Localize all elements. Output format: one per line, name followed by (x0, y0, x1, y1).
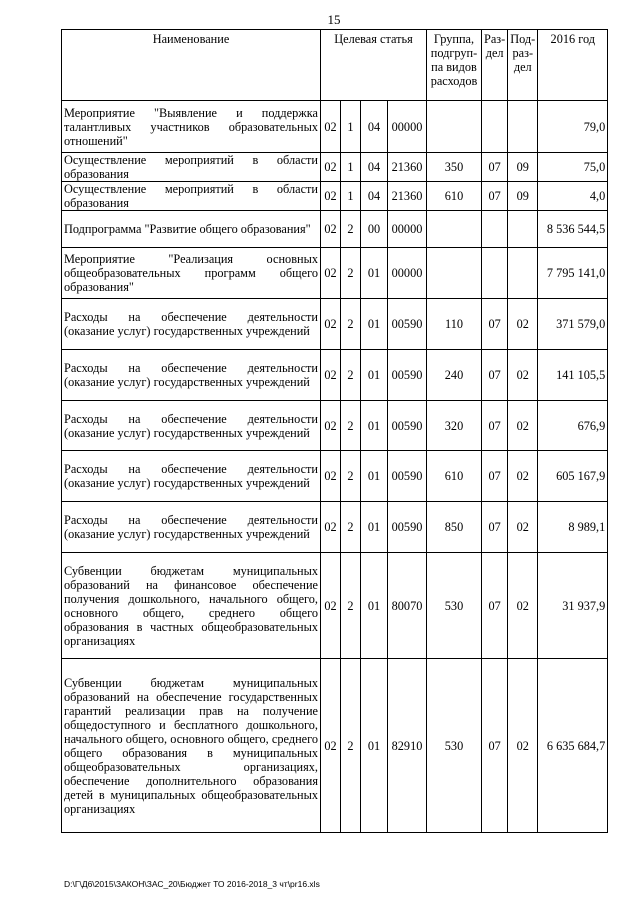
subsection-code (508, 211, 538, 248)
amount-2016: 676,9 (538, 401, 608, 451)
target-code-3: 01 (361, 401, 388, 451)
target-code-1: 02 (321, 101, 341, 153)
target-code-2: 2 (341, 502, 361, 553)
table-row (62, 182, 608, 211)
header-subsection: Под- раз- дел (508, 30, 538, 101)
amount-2016: 6 635 684,7 (538, 659, 608, 833)
target-code-4: 00590 (388, 502, 427, 553)
amount-2016: 8 989,1 (538, 502, 608, 553)
expense-group: 240 (427, 350, 482, 401)
table-row (62, 299, 608, 350)
section-code: 07 (482, 401, 508, 451)
target-code-1: 02 (321, 248, 341, 299)
expense-group: 110 (427, 299, 482, 350)
expense-group: 320 (427, 401, 482, 451)
target-code-3: 01 (361, 553, 388, 659)
subsection-code (508, 248, 538, 299)
target-code-1: 02 (321, 211, 341, 248)
table-row (62, 553, 608, 659)
target-code-1: 02 (321, 153, 341, 182)
expense-group: 850 (427, 502, 482, 553)
target-code-4: 00000 (388, 248, 427, 299)
row-name: Субвенции бюджетам муниципальных образований на обеспечение государственных гарантий реализации прав на получение общедоступного и бесплатного дошкольного, начального общего, основного общего, среднего общего образования в муниципальных общеобразовательных организациях, обеспечение дополнительного образования детей в муниципальных общеобразовательных организациях (62, 659, 321, 833)
header-row (62, 30, 608, 101)
amount-2016: 75,0 (538, 153, 608, 182)
target-code-2: 2 (341, 350, 361, 401)
amount-2016: 371 579,0 (538, 299, 608, 350)
header-year: 2016 год (538, 30, 608, 101)
table-row (62, 350, 608, 401)
subsection-code: 02 (508, 451, 538, 502)
target-code-2: 2 (341, 211, 361, 248)
target-code-1: 02 (321, 553, 341, 659)
target-code-1: 02 (321, 182, 341, 211)
header-name: Наименование (62, 30, 321, 101)
amount-2016: 141 105,5 (538, 350, 608, 401)
subsection-code: 09 (508, 153, 538, 182)
expense-group: 530 (427, 659, 482, 833)
target-code-1: 02 (321, 659, 341, 833)
subsection-code: 02 (508, 401, 538, 451)
target-code-4: 21360 (388, 182, 427, 211)
target-code-4: 00590 (388, 451, 427, 502)
target-code-4: 21360 (388, 153, 427, 182)
target-code-3: 01 (361, 502, 388, 553)
target-code-1: 02 (321, 299, 341, 350)
row-name: Субвенции бюджетам муниципальных образований на финансовое обеспечение получения дошкольного, начального общего, основного общего, среднего общего образования в частных общеобразовательных организациях (62, 553, 321, 659)
row-name: Расходы на обеспечение деятельности (оказание услуг) государственных учреждений (62, 350, 321, 401)
row-name: Мероприятие "Реализация основных общеобразовательных программ общего образования" (62, 248, 321, 299)
budget-table (61, 29, 608, 833)
subsection-code: 02 (508, 299, 538, 350)
page-number: 15 (327, 12, 341, 27)
subsection-code: 09 (508, 182, 538, 211)
target-code-3: 04 (361, 153, 388, 182)
target-code-3: 01 (361, 350, 388, 401)
target-code-2: 2 (341, 553, 361, 659)
row-name: Расходы на обеспечение деятельности (оказание услуг) государственных учреждений (62, 502, 321, 553)
target-code-2: 2 (341, 659, 361, 833)
table-row (62, 211, 608, 248)
target-code-3: 01 (361, 299, 388, 350)
amount-2016: 605 167,9 (538, 451, 608, 502)
amount-2016: 31 937,9 (538, 553, 608, 659)
target-code-2: 1 (341, 101, 361, 153)
subsection-code: 02 (508, 659, 538, 833)
section-code (482, 101, 508, 153)
section-code: 07 (482, 299, 508, 350)
header-group: Группа, подгруп- па видов расходов (427, 30, 482, 101)
target-code-1: 02 (321, 401, 341, 451)
subsection-code: 02 (508, 502, 538, 553)
target-code-4: 00000 (388, 211, 427, 248)
expense-group: 530 (427, 553, 482, 659)
section-code (482, 211, 508, 248)
target-code-2: 2 (341, 401, 361, 451)
subsection-code: 02 (508, 350, 538, 401)
expense-group: 610 (427, 182, 482, 211)
amount-2016: 79,0 (538, 101, 608, 153)
row-name: Осуществление мероприятий в области образования (62, 182, 321, 211)
table-row (62, 101, 608, 153)
target-code-3: 01 (361, 659, 388, 833)
target-code-1: 02 (321, 451, 341, 502)
section-code: 07 (482, 553, 508, 659)
table-row (62, 502, 608, 553)
expense-group (427, 248, 482, 299)
section-code: 07 (482, 659, 508, 833)
row-name: Расходы на обеспечение деятельности (оказание услуг) государственных учреждений (62, 401, 321, 451)
expense-group: 350 (427, 153, 482, 182)
section-code: 07 (482, 350, 508, 401)
row-name: Мероприятие "Выявление и поддержка талантливых участников образовательных отношений" (62, 101, 321, 153)
target-code-3: 01 (361, 248, 388, 299)
target-code-2: 2 (341, 299, 361, 350)
section-code (482, 248, 508, 299)
target-code-4: 00590 (388, 401, 427, 451)
target-code-3: 01 (361, 451, 388, 502)
target-code-2: 1 (341, 182, 361, 211)
target-code-4: 00590 (388, 350, 427, 401)
expense-group: 610 (427, 451, 482, 502)
expense-group (427, 211, 482, 248)
target-code-1: 02 (321, 350, 341, 401)
subsection-code: 02 (508, 553, 538, 659)
table-row (62, 451, 608, 502)
target-code-2: 2 (341, 248, 361, 299)
table-row (62, 659, 608, 833)
target-code-2: 1 (341, 153, 361, 182)
row-name: Подпрограмма "Развитие общего образования" (62, 211, 321, 248)
amount-2016: 8 536 544,5 (538, 211, 608, 248)
target-code-4: 82910 (388, 659, 427, 833)
target-code-1: 02 (321, 502, 341, 553)
file-path-footer: D:\Г\Д6\2015\ЗАКОН\ЗАС_20\Бюджет ТО 2016-2018_3 чт\pr16.xls (64, 879, 320, 889)
amount-2016: 4,0 (538, 182, 608, 211)
section-code: 07 (482, 182, 508, 211)
target-code-3: 04 (361, 101, 388, 153)
header-section: Раз- дел (482, 30, 508, 101)
target-code-4: 00000 (388, 101, 427, 153)
row-name: Расходы на обеспечение деятельности (оказание услуг) государственных учреждений (62, 451, 321, 502)
target-code-4: 00590 (388, 299, 427, 350)
expense-group (427, 101, 482, 153)
table-row (62, 248, 608, 299)
section-code: 07 (482, 451, 508, 502)
target-code-4: 80070 (388, 553, 427, 659)
row-name: Осуществление мероприятий в области образования (62, 153, 321, 182)
table-row (62, 401, 608, 451)
section-code: 07 (482, 502, 508, 553)
table-row (62, 153, 608, 182)
amount-2016: 7 795 141,0 (538, 248, 608, 299)
section-code: 07 (482, 153, 508, 182)
target-code-3: 00 (361, 211, 388, 248)
target-code-2: 2 (341, 451, 361, 502)
header-target: Целевая статья (321, 30, 427, 101)
target-code-3: 04 (361, 182, 388, 211)
row-name: Расходы на обеспечение деятельности (оказание услуг) государственных учреждений (62, 299, 321, 350)
subsection-code (508, 101, 538, 153)
